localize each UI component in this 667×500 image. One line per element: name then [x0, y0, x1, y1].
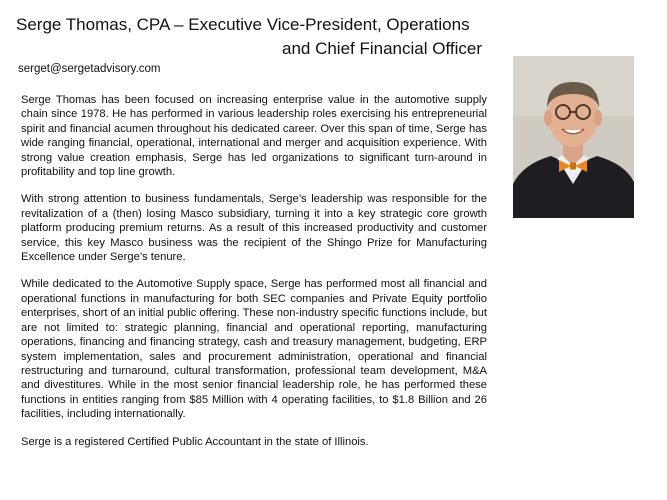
portrait-icon — [513, 56, 634, 218]
bio-paragraph-1: Serge Thomas has been focused on increasing enterprise value in the automotive supply chain since 1978. He has performed in various leadership roles exercising his entrepreneurial spirit and financial acumen throughout his dedicated career. Over this span of time, Serge has wide ranging financial, operational, international and merger and acquisition experience. With strong value creation emphasis, Serge has led organizations to significant turn-around in profitability and top line growth. — [21, 94, 487, 179]
bio-paragraph-2: With strong attention to business fundamentals, Serge’s leadership was responsible for the revitalization of a (then) losing Masco subsidiary, turning it into a key strategic core growth platform producing premium returns. As a result of this increased productivity and customer service, this key Masco business was the recipient of the Shingo Prize for Manufacturing Excellence under Serge’s tenure. — [21, 193, 487, 264]
bio-paragraph-3: While dedicated to the Automotive Supply space, Serge has performed most all financial and operational functions in manufacturing for both SEC companies and Private Equity portfolio enterprises, short of an initial public offering. These non-industry specific functions include, but are not limited to: strategic planning, financial and operational reporting, manufacturing operations, financing and financing strategy, cash and treasury management, budgeting, ERP system implementation, sales and procurement administration, operational and financial restructuring and turnaround, cultural transformation, professional team development, M&A and divestitures. While in the most senior financial leadership role, he has performed these functions in entities ranging from $85 Million with 4 operating facilities, to $1.8 Billion and 26 facilities, including internationally. — [21, 278, 487, 421]
bio-paragraph-4: Serge is a registered Certified Public Accountant in the state of Illinois. — [21, 435, 369, 448]
email-address: serget@sergetadvisory.com — [18, 63, 161, 75]
title-line-2: and Chief Financial Officer — [281, 39, 482, 58]
biography — [21, 93, 487, 449]
title-line-1: Serge Thomas, CPA – Executive Vice-President, Operations — [16, 15, 470, 34]
portrait-photo — [513, 56, 634, 218]
